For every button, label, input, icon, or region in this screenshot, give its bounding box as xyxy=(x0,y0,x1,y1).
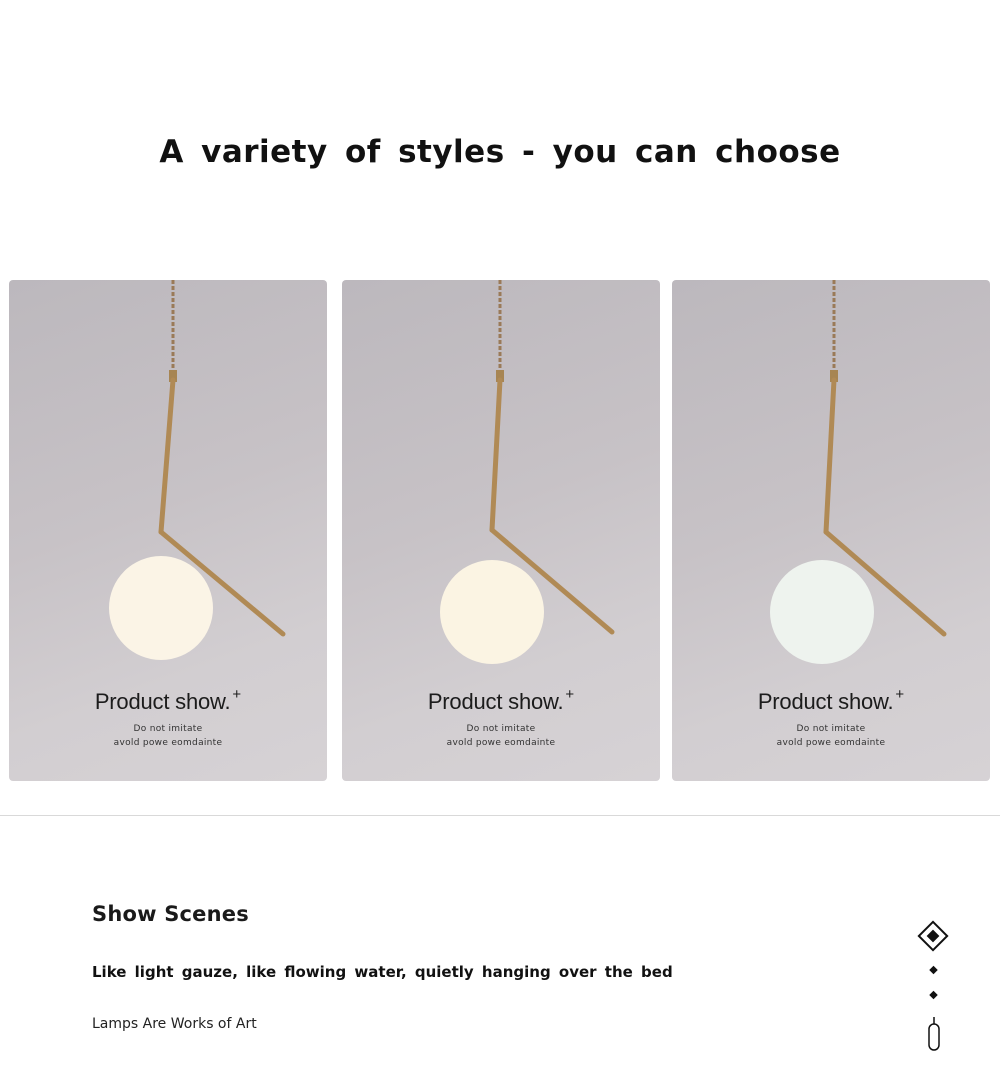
scenes-description: Like light gauze, like flowing water, quietly hanging over the bed xyxy=(92,963,673,981)
product-note-2: avold powe eomdainte xyxy=(776,738,886,748)
product-note-1: Do not imitate xyxy=(133,724,203,734)
pendant-lamp-image xyxy=(9,280,327,680)
scenes-subtitle: Lamps Are Works of Art xyxy=(92,1016,257,1032)
product-title: Product show. + xyxy=(94,686,242,714)
globe-shade xyxy=(770,560,874,664)
product-card-1[interactable] xyxy=(9,280,327,781)
pendant-lamp-image xyxy=(672,280,990,680)
page-headline: A variety of styles - you can choose xyxy=(159,134,841,170)
section-divider xyxy=(0,815,1000,816)
product-title: Product show. + xyxy=(757,686,905,714)
plus-icon: + xyxy=(565,686,575,703)
product-card-3[interactable] xyxy=(672,280,990,781)
product-card-2[interactable] xyxy=(342,280,660,781)
plus-icon: + xyxy=(232,686,242,703)
product-note-1: Do not imitate xyxy=(466,724,536,734)
product-note-2: avold powe eomdainte xyxy=(446,738,556,748)
globe-shade xyxy=(440,560,544,664)
product-title: Product show. + xyxy=(427,686,575,714)
diamond-ornament-icon xyxy=(915,920,955,1060)
scenes-title: Show Scenes xyxy=(92,902,249,926)
globe-shade xyxy=(109,556,213,660)
product-note-2: avold powe eomdainte xyxy=(113,738,223,748)
pendant-lamp-image xyxy=(342,280,660,680)
product-note-1: Do not imitate xyxy=(796,724,866,734)
plus-icon: + xyxy=(895,686,905,703)
